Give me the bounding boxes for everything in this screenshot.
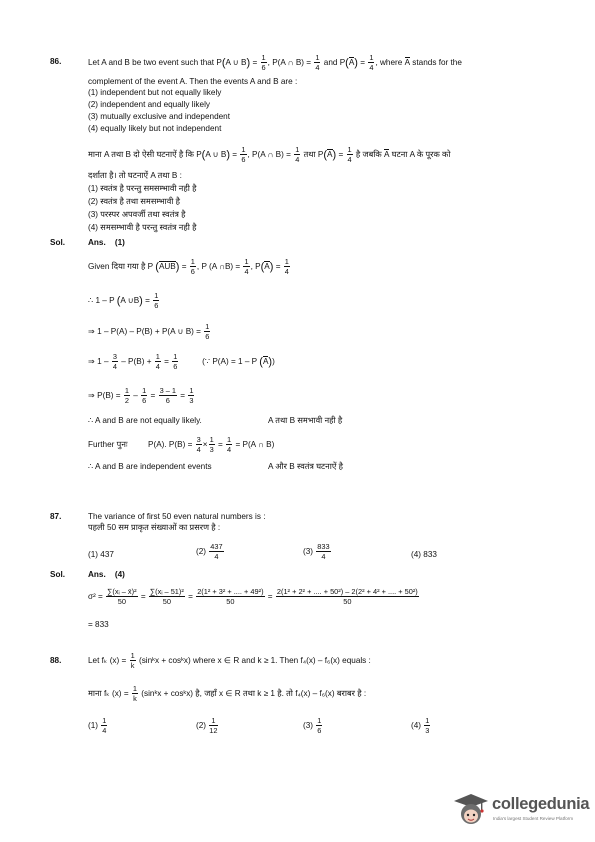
step-given: Given दिया गया है P (AUB) = $\frac{1}{6}$ , P (A ∩B) = $\frac{1}{4}$ , P(A) = $\frac{1}{4}$ [88,257,289,277]
q88-option-1: (1) $\frac{1}{4}$ [88,716,107,736]
graduate-mascot-icon [452,792,490,828]
step-7-hi: A और B स्वतंत्र घटनाऐं है [268,462,343,471]
answer-label: Ans. (1) [88,238,125,247]
q86-option-hi: (2) स्वतंत्र है तथा समसम्भावी है [88,197,180,206]
step-5-en: ∴ A and B are not equally likely. [88,416,202,425]
q88-option-2: (2) $\frac{1}{12}$ [196,716,218,736]
q86-option-en: (2) independent and equally likely [88,100,210,109]
q86-option-hi: (3) परस्पर अपवर्जी तथा स्वतंत्र है [88,210,186,219]
collegedunia-logo [452,792,590,828]
q88-option-4: (4) $\frac{1}{3}$ [411,716,430,736]
step-1: ∴ 1 – P (A ∪B) = $\frac{1}{6}$ [88,291,159,311]
q86-option-hi: (4) समसम्भावी है परन्तु स्वतंत्र नही है [88,223,197,232]
question-number: 88. [50,656,62,665]
answer-label: Ans. (4) [88,570,125,579]
q86-stem-hi-cont: दर्शाता है। तो घटनाऐं A तथा B : [88,171,182,180]
q86-option-hi: (1) स्वतंत्र है परन्तु समसम्भावी नही है [88,184,197,193]
step-7-en: ∴ A and B are independent events [88,462,212,471]
step-2: ⇒ 1 – P(A) – P(B) + P(A ∪ B) = $\frac{1}{6}$ [88,322,210,342]
q88-stem-hi: माना fₖ (x) = $\frac{1}{k}$ (sinᵏx + cosᵏx) है, जहाँ x ∈ R तथा k ≥ 1 है. तो f₄(x) – f₆(x) बराबर है : [88,684,367,704]
q87-option-2: (2) $\frac{437}{4}$ [196,542,223,562]
q86-stem-en-cont: complement of the event A. Then the events A and B are : [88,77,298,86]
variance-result: = 833 [88,620,109,629]
sol-label: Sol. [50,238,66,247]
q87-stem-en: The variance of first 50 even natural numbers is : [88,512,266,521]
step-6: Further पुनः P(A). P(B) = $\frac{3}{4}$ × $\frac{1}{3}$ = $\frac{1}{4}$ = P(A ∩ B) [88,435,275,455]
q86-option-en: (3) mutually exclusive and independent [88,112,231,121]
q86-option-en: (1) independent but not equally likely [88,88,222,97]
q86-stem-hi: माना A तथा B दो ऐसी घटनाऐं है कि P(A ∪ B) = $\frac{1}{6}$ , P(A ∩ B) = $\frac{1}{4}$ तथा P(A) = $\frac{1}{4}$ है जबकि A घटना A के पूरक को [88,145,451,165]
q87-stem-hi: पहली 50 सम प्राकृत संख्याओं का प्रसरण है : [88,523,221,532]
q86-option-en: (4) equally likely but not independent [88,124,222,133]
q87-option-1: (1) 437 [88,550,114,559]
brand-tagline: India's largest Student Review Platform [493,816,574,821]
step-4: ⇒ P(B) = $\frac{1}{2}$ – $\frac{1}{6}$ = $\frac{3 - 1}{6}$ = $\frac{1}{3}$ [88,386,194,406]
sol-label: Sol. [50,570,66,579]
step-5-hi: A तथा B समभावी नही है [268,416,343,425]
step-3: ⇒ 1 – $\frac{3}{4}$ – P(B) + $\frac{1}{4}$ = $\frac{1}{6}$ (∵ P(A) = 1 – P (A)) [88,352,275,372]
q87-option-4: (4) 833 [411,550,437,559]
brand-name: collegedunia [492,795,590,813]
variance-formula: σ² = $\frac{\text{∑(xᵢ – x̄)²}}{50}$ = $\frac{\text{∑(xᵢ – 51)²}}{50}$ = $\frac{\text{2(1² + 3² + .... + 49²)}}{50}$ = $\frac{\text{2(1² + 2² + .... + 50²) – 2(2² + 4² + .... + 50²)}}{50}$ [88,587,418,607]
q88-option-3: (3) $\frac{1}{6}$ [303,716,322,736]
q87-option-3: (3) $\frac{833}{4}$ [303,542,330,562]
q86-stem-en: Let A and B be two event such that P(A ∪ B) = $\frac{1}{6}$ , P(A ∩ B) = $\frac{1}{4}$ and P(A) = $\frac{1}{4}$ , where A stands for the [88,53,462,73]
q88-stem-en: Let fₖ (x) = $\frac{1}{k}$ (sinᵏx + cosᵏx) where x ∈ R and k ≥ 1. Then f₄(x) – f₆(x) equals : [88,651,371,671]
question-number: 87. [50,512,62,521]
question-number: 86. [50,57,62,66]
